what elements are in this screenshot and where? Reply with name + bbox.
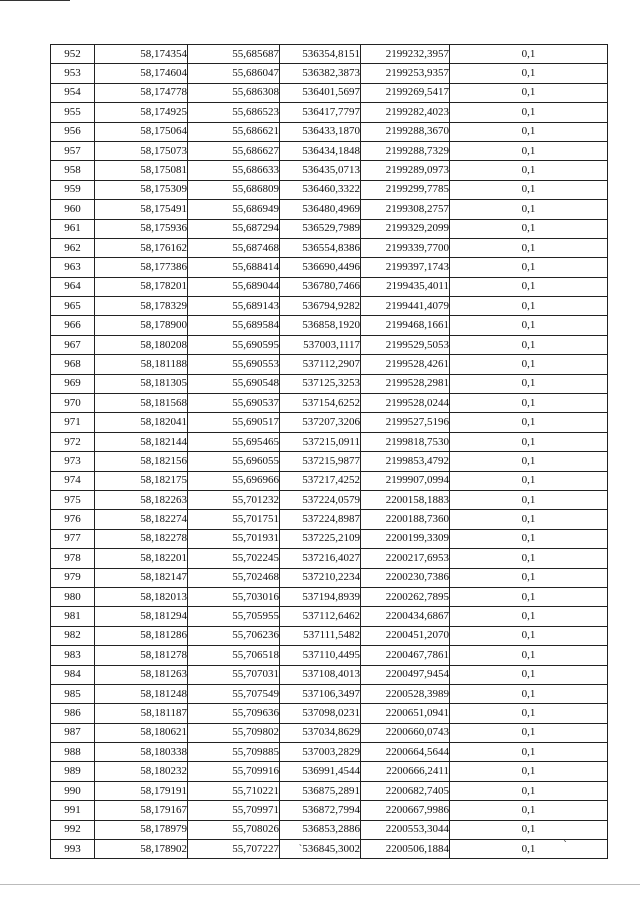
latitude-cell: 58,178979 <box>95 820 188 839</box>
longitude-cell: 55,687468 <box>188 238 280 257</box>
point-number-cell: 963 <box>51 258 95 277</box>
longitude-cell: 55,685687 <box>188 45 280 64</box>
y-coordinate-cell: 2199528,4261 <box>361 355 450 374</box>
longitude-cell: 55,710221 <box>188 781 280 800</box>
accuracy-cell: 0,1 <box>450 490 608 509</box>
longitude-cell: 55,696966 <box>188 471 280 490</box>
stray-mark: ` <box>563 840 568 851</box>
y-coordinate-cell: 2199308,2757 <box>361 200 450 219</box>
y-coordinate-cell: 2199528,0244 <box>361 394 450 413</box>
table-row <box>51 607 608 626</box>
point-number-cell: 975 <box>51 490 95 509</box>
x-coordinate-cell: 537207,3206 <box>280 413 361 432</box>
point-number-cell: 968 <box>51 355 95 374</box>
latitude-cell: 58,178329 <box>95 297 188 316</box>
table-row <box>51 103 608 122</box>
y-coordinate-cell: 2200434,6867 <box>361 607 450 626</box>
x-coordinate-cell: 537194,8939 <box>280 587 361 606</box>
accuracy-cell: 0,1 <box>450 587 608 606</box>
accuracy-cell: 0,1 <box>450 549 608 568</box>
longitude-cell: 55,688414 <box>188 258 280 277</box>
table-row <box>51 200 608 219</box>
y-coordinate-cell: 2200199,3309 <box>361 529 450 548</box>
longitude-cell: 55,706236 <box>188 626 280 645</box>
point-number-cell: 965 <box>51 297 95 316</box>
accuracy-cell: 0,1 <box>450 83 608 102</box>
table-row <box>51 781 608 800</box>
latitude-cell: 58,180338 <box>95 743 188 762</box>
point-number-cell: 980 <box>51 587 95 606</box>
point-number-cell: 970 <box>51 394 95 413</box>
y-coordinate-cell: 2200262,7895 <box>361 587 450 606</box>
x-coordinate-cell: 536417,7797 <box>280 103 361 122</box>
x-coordinate-cell: 537112,6462 <box>280 607 361 626</box>
longitude-cell: 55,690553 <box>188 355 280 374</box>
y-coordinate-cell: 2199282,4023 <box>361 103 450 122</box>
table-row <box>51 316 608 335</box>
x-coordinate-cell: 536529,7989 <box>280 219 361 238</box>
latitude-cell: 58,179191 <box>95 781 188 800</box>
table-row <box>51 626 608 645</box>
accuracy-cell: 0,1 <box>450 820 608 839</box>
latitude-cell: 58,181263 <box>95 665 188 684</box>
table-row <box>51 374 608 393</box>
longitude-cell: 55,690548 <box>188 374 280 393</box>
x-coordinate-cell: 537034,8629 <box>280 723 361 742</box>
latitude-cell: 58,175936 <box>95 219 188 238</box>
latitude-cell: 58,181188 <box>95 355 188 374</box>
x-coordinate-cell: 536554,8386 <box>280 238 361 257</box>
x-coordinate-cell: 536460,3322 <box>280 180 361 199</box>
point-number-cell: 956 <box>51 122 95 141</box>
table-row <box>51 490 608 509</box>
point-number-cell: 967 <box>51 335 95 354</box>
longitude-cell: 55,686047 <box>188 64 280 83</box>
x-coordinate-cell: 537098,0231 <box>280 704 361 723</box>
y-coordinate-cell: 2199253,9357 <box>361 64 450 83</box>
point-number-cell: 954 <box>51 83 95 102</box>
accuracy-cell: 0,1 <box>450 452 608 471</box>
point-number-cell: 986 <box>51 704 95 723</box>
y-coordinate-cell: 2200651,0941 <box>361 704 450 723</box>
latitude-cell: 58,181187 <box>95 704 188 723</box>
table-row <box>51 762 608 781</box>
latitude-cell: 58,175081 <box>95 161 188 180</box>
x-coordinate-cell: 536435,0713 <box>280 161 361 180</box>
longitude-cell: 55,709802 <box>188 723 280 742</box>
table-row <box>51 529 608 548</box>
table-row <box>51 743 608 762</box>
latitude-cell: 58,182278 <box>95 529 188 548</box>
y-coordinate-cell: 2199339,7700 <box>361 238 450 257</box>
x-coordinate-cell: 537003,2829 <box>280 743 361 762</box>
x-coordinate-cell: 537111,5482 <box>280 626 361 645</box>
table-row <box>51 723 608 742</box>
bottom-edge-rule <box>0 884 640 885</box>
y-coordinate-cell: 2199529,5053 <box>361 335 450 354</box>
point-number-cell: 961 <box>51 219 95 238</box>
table-row <box>51 665 608 684</box>
accuracy-cell: 0,1 <box>450 801 608 820</box>
accuracy-cell: 0,1 <box>450 180 608 199</box>
y-coordinate-cell: 2200451,2070 <box>361 626 450 645</box>
accuracy-cell: 0,1 <box>450 238 608 257</box>
point-number-cell: 957 <box>51 141 95 160</box>
point-number-cell: 981 <box>51 607 95 626</box>
point-number-cell: 982 <box>51 626 95 645</box>
accuracy-cell: 0,1 <box>450 626 608 645</box>
top-edge-rule <box>0 0 70 1</box>
latitude-cell: 58,180232 <box>95 762 188 781</box>
longitude-cell: 55,696055 <box>188 452 280 471</box>
accuracy-cell: 0,1 <box>450 277 608 296</box>
table-row <box>51 141 608 160</box>
accuracy-cell: 0,1 <box>450 258 608 277</box>
point-number-cell: 964 <box>51 277 95 296</box>
y-coordinate-cell: 2199468,1661 <box>361 316 450 335</box>
x-coordinate-cell: 536382,3873 <box>280 64 361 83</box>
point-number-cell: 966 <box>51 316 95 335</box>
longitude-cell: 55,690517 <box>188 413 280 432</box>
longitude-cell: 55,705955 <box>188 607 280 626</box>
longitude-cell: 55,686523 <box>188 103 280 122</box>
table-row <box>51 646 608 665</box>
longitude-cell: 55,707549 <box>188 684 280 703</box>
x-coordinate-cell: 537224,0579 <box>280 490 361 509</box>
latitude-cell: 58,181278 <box>95 646 188 665</box>
accuracy-cell: 0,1 <box>450 529 608 548</box>
longitude-cell: 55,686949 <box>188 200 280 219</box>
longitude-cell: 55,708026 <box>188 820 280 839</box>
latitude-cell: 58,181305 <box>95 374 188 393</box>
table-row <box>51 277 608 296</box>
accuracy-cell: 0,1 <box>450 665 608 684</box>
y-coordinate-cell: 2199397,1743 <box>361 258 450 277</box>
x-coordinate-cell: 536780,7466 <box>280 277 361 296</box>
y-coordinate-cell: 2200230,7386 <box>361 568 450 587</box>
x-coordinate-cell: 537225,2109 <box>280 529 361 548</box>
table-row <box>51 452 608 471</box>
y-coordinate-cell: 2200467,7861 <box>361 646 450 665</box>
latitude-cell: 58,174354 <box>95 45 188 64</box>
longitude-cell: 55,707031 <box>188 665 280 684</box>
accuracy-cell: 0,1 <box>450 568 608 587</box>
longitude-cell: 55,687294 <box>188 219 280 238</box>
accuracy-cell: 0,1 <box>450 743 608 762</box>
point-number-cell: 990 <box>51 781 95 800</box>
longitude-cell: 55,707227 <box>188 840 280 859</box>
latitude-cell: 58,175064 <box>95 122 188 141</box>
coordinates-table <box>50 44 608 859</box>
latitude-cell: 58,182263 <box>95 490 188 509</box>
y-coordinate-cell: 2200666,2411 <box>361 762 450 781</box>
longitude-cell: 55,709916 <box>188 762 280 781</box>
accuracy-cell: 0,1 <box>450 45 608 64</box>
table-row <box>51 432 608 451</box>
point-number-cell: 962 <box>51 238 95 257</box>
x-coordinate-cell: 536858,1920 <box>280 316 361 335</box>
longitude-cell: 55,686633 <box>188 161 280 180</box>
longitude-cell: 55,690595 <box>188 335 280 354</box>
y-coordinate-cell: 2200497,9454 <box>361 665 450 684</box>
y-coordinate-cell: 2200528,3989 <box>361 684 450 703</box>
point-number-cell: 991 <box>51 801 95 820</box>
latitude-cell: 58,178900 <box>95 316 188 335</box>
x-coordinate-cell: 537003,1117 <box>280 335 361 354</box>
point-number-cell: 971 <box>51 413 95 432</box>
accuracy-cell: 0,1 <box>450 374 608 393</box>
x-coordinate-cell: 537112,2907 <box>280 355 361 374</box>
latitude-cell: 58,182013 <box>95 587 188 606</box>
accuracy-cell: 0,1 <box>450 64 608 83</box>
point-number-cell: 988 <box>51 743 95 762</box>
accuracy-cell: 0,1 <box>450 103 608 122</box>
latitude-cell: 58,182144 <box>95 432 188 451</box>
coordinates-table-body <box>51 45 608 859</box>
table-row <box>51 219 608 238</box>
accuracy-cell: 0,1 <box>450 355 608 374</box>
table-row <box>51 684 608 703</box>
latitude-cell: 58,182274 <box>95 510 188 529</box>
latitude-cell: 58,176162 <box>95 238 188 257</box>
latitude-cell: 58,180208 <box>95 335 188 354</box>
y-coordinate-cell: 2199907,0994 <box>361 471 450 490</box>
accuracy-cell: 0,1 <box>450 646 608 665</box>
accuracy-cell: 0,1 <box>450 723 608 742</box>
accuracy-cell: 0,1 <box>450 141 608 160</box>
y-coordinate-cell: 2199853,4792 <box>361 452 450 471</box>
y-coordinate-cell: 2199288,7329 <box>361 141 450 160</box>
y-coordinate-cell: 2200682,7405 <box>361 781 450 800</box>
latitude-cell: 58,177386 <box>95 258 188 277</box>
y-coordinate-cell: 2200188,7360 <box>361 510 450 529</box>
table-row <box>51 549 608 568</box>
longitude-cell: 55,706518 <box>188 646 280 665</box>
table-row <box>51 820 608 839</box>
y-coordinate-cell: 2199288,3670 <box>361 122 450 141</box>
table-row <box>51 238 608 257</box>
y-coordinate-cell: 2200158,1883 <box>361 490 450 509</box>
table-row <box>51 45 608 64</box>
x-coordinate-cell: 536853,2886 <box>280 820 361 839</box>
latitude-cell: 58,182201 <box>95 549 188 568</box>
table-row <box>51 510 608 529</box>
y-coordinate-cell: 2200217,6953 <box>361 549 450 568</box>
table-row <box>51 355 608 374</box>
y-coordinate-cell: 2199289,0973 <box>361 161 450 180</box>
table-row <box>51 394 608 413</box>
latitude-cell: 58,175073 <box>95 141 188 160</box>
y-coordinate-cell: 2200664,5644 <box>361 743 450 762</box>
table-row <box>51 297 608 316</box>
accuracy-cell: 0,1 <box>450 607 608 626</box>
y-coordinate-cell: 2199818,7530 <box>361 432 450 451</box>
y-coordinate-cell: 2199528,2981 <box>361 374 450 393</box>
table-row <box>51 180 608 199</box>
accuracy-cell: 0,1 <box>450 413 608 432</box>
accuracy-cell: 0,1 <box>450 394 608 413</box>
latitude-cell: 58,175309 <box>95 180 188 199</box>
x-coordinate-cell: 537110,4495 <box>280 646 361 665</box>
point-number-cell: 984 <box>51 665 95 684</box>
longitude-cell: 55,702468 <box>188 568 280 587</box>
table-row <box>51 587 608 606</box>
y-coordinate-cell: 2199435,4011 <box>361 277 450 296</box>
latitude-cell: 58,181248 <box>95 684 188 703</box>
x-coordinate-cell: 536794,9282 <box>280 297 361 316</box>
x-coordinate-cell: 536480,4969 <box>280 200 361 219</box>
table-row <box>51 335 608 354</box>
accuracy-cell: 0,1 <box>450 297 608 316</box>
point-number-cell: 974 <box>51 471 95 490</box>
point-number-cell: 979 <box>51 568 95 587</box>
y-coordinate-cell: 2199299,7785 <box>361 180 450 199</box>
accuracy-cell: 0,1 <box>450 219 608 238</box>
point-number-cell: 973 <box>51 452 95 471</box>
x-coordinate-cell: 536875,2891 <box>280 781 361 800</box>
point-number-cell: 952 <box>51 45 95 64</box>
x-coordinate-cell: 536690,4496 <box>280 258 361 277</box>
point-number-cell: 959 <box>51 180 95 199</box>
latitude-cell: 58,181568 <box>95 394 188 413</box>
point-number-cell: 977 <box>51 529 95 548</box>
point-number-cell: 985 <box>51 684 95 703</box>
y-coordinate-cell: 2199329,2099 <box>361 219 450 238</box>
table-row <box>51 704 608 723</box>
table-row <box>51 840 608 859</box>
accuracy-cell: 0,1 <box>450 335 608 354</box>
latitude-cell: 58,174604 <box>95 64 188 83</box>
point-number-cell: 987 <box>51 723 95 742</box>
y-coordinate-cell: 2200506,1884 <box>361 840 450 859</box>
accuracy-cell: 0,1 <box>450 762 608 781</box>
y-coordinate-cell: 2199527,5196 <box>361 413 450 432</box>
accuracy-cell: 0,1 <box>450 684 608 703</box>
accuracy-cell: 0,1 <box>450 471 608 490</box>
point-number-cell: 972 <box>51 432 95 451</box>
x-coordinate-cell: `536845,3002 <box>280 840 361 859</box>
point-number-cell: 976 <box>51 510 95 529</box>
y-coordinate-cell: 2200553,3044 <box>361 820 450 839</box>
x-coordinate-cell: 537125,3253 <box>280 374 361 393</box>
accuracy-cell: 0,1 <box>450 510 608 529</box>
table-row <box>51 568 608 587</box>
x-coordinate-cell: 536434,1848 <box>280 141 361 160</box>
accuracy-cell: 0,1 <box>450 840 608 859</box>
longitude-cell: 55,689584 <box>188 316 280 335</box>
latitude-cell: 58,180621 <box>95 723 188 742</box>
y-coordinate-cell: 2200667,9986 <box>361 801 450 820</box>
longitude-cell: 55,686627 <box>188 141 280 160</box>
accuracy-cell: 0,1 <box>450 432 608 451</box>
point-number-cell: 953 <box>51 64 95 83</box>
table-row <box>51 413 608 432</box>
point-number-cell: 960 <box>51 200 95 219</box>
accuracy-cell: 0,1 <box>450 161 608 180</box>
latitude-cell: 58,181294 <box>95 607 188 626</box>
accuracy-cell: 0,1 <box>450 704 608 723</box>
latitude-cell: 58,178201 <box>95 277 188 296</box>
longitude-cell: 55,703016 <box>188 587 280 606</box>
x-coordinate-cell: 536872,7994 <box>280 801 361 820</box>
longitude-cell: 55,689044 <box>188 277 280 296</box>
x-coordinate-cell: 537224,8987 <box>280 510 361 529</box>
x-coordinate-cell: 537217,4252 <box>280 471 361 490</box>
latitude-cell: 58,175491 <box>95 200 188 219</box>
x-coordinate-cell: 537106,3497 <box>280 684 361 703</box>
accuracy-cell: 0,1 <box>450 316 608 335</box>
longitude-cell: 55,701751 <box>188 510 280 529</box>
point-number-cell: 958 <box>51 161 95 180</box>
point-number-cell: 993 <box>51 840 95 859</box>
latitude-cell: 58,178902 <box>95 840 188 859</box>
latitude-cell: 58,179167 <box>95 801 188 820</box>
latitude-cell: 58,182175 <box>95 471 188 490</box>
x-coordinate-cell: 537216,4027 <box>280 549 361 568</box>
x-coordinate-cell: 536401,5697 <box>280 83 361 102</box>
longitude-cell: 55,709636 <box>188 704 280 723</box>
longitude-cell: 55,702245 <box>188 549 280 568</box>
table-row <box>51 161 608 180</box>
accuracy-cell: 0,1 <box>450 122 608 141</box>
longitude-cell: 55,709971 <box>188 801 280 820</box>
longitude-cell: 55,689143 <box>188 297 280 316</box>
longitude-cell: 55,686621 <box>188 122 280 141</box>
y-coordinate-cell: 2199269,5417 <box>361 83 450 102</box>
longitude-cell: 55,695465 <box>188 432 280 451</box>
latitude-cell: 58,182041 <box>95 413 188 432</box>
x-coordinate-cell: 537215,0911 <box>280 432 361 451</box>
x-coordinate-cell: 536433,1870 <box>280 122 361 141</box>
longitude-cell: 55,690537 <box>188 394 280 413</box>
x-coordinate-cell: 537215,9877 <box>280 452 361 471</box>
y-coordinate-cell: 2199441,4079 <box>361 297 450 316</box>
table-row <box>51 258 608 277</box>
point-number-cell: 955 <box>51 103 95 122</box>
latitude-cell: 58,182156 <box>95 452 188 471</box>
accuracy-cell: 0,1 <box>450 200 608 219</box>
y-coordinate-cell: 2199232,3957 <box>361 45 450 64</box>
point-number-cell: 992 <box>51 820 95 839</box>
table-row <box>51 83 608 102</box>
point-number-cell: 983 <box>51 646 95 665</box>
longitude-cell: 55,709885 <box>188 743 280 762</box>
point-number-cell: 978 <box>51 549 95 568</box>
y-coordinate-cell: 2200660,0743 <box>361 723 450 742</box>
point-number-cell: 989 <box>51 762 95 781</box>
x-coordinate-cell: 536991,4544 <box>280 762 361 781</box>
longitude-cell: 55,701232 <box>188 490 280 509</box>
table-row <box>51 122 608 141</box>
table-row <box>51 801 608 820</box>
table-row <box>51 471 608 490</box>
latitude-cell: 58,181286 <box>95 626 188 645</box>
longitude-cell: 55,686809 <box>188 180 280 199</box>
table-row <box>51 64 608 83</box>
x-coordinate-cell: 537154,6252 <box>280 394 361 413</box>
x-coordinate-cell: 537210,2234 <box>280 568 361 587</box>
longitude-cell: 55,686308 <box>188 83 280 102</box>
latitude-cell: 58,182147 <box>95 568 188 587</box>
x-coordinate-cell: 536354,8151 <box>280 45 361 64</box>
point-number-cell: 969 <box>51 374 95 393</box>
accuracy-cell: 0,1 <box>450 781 608 800</box>
x-coordinate-cell: 537108,4013 <box>280 665 361 684</box>
latitude-cell: 58,174925 <box>95 103 188 122</box>
longitude-cell: 55,701931 <box>188 529 280 548</box>
latitude-cell: 58,174778 <box>95 83 188 102</box>
